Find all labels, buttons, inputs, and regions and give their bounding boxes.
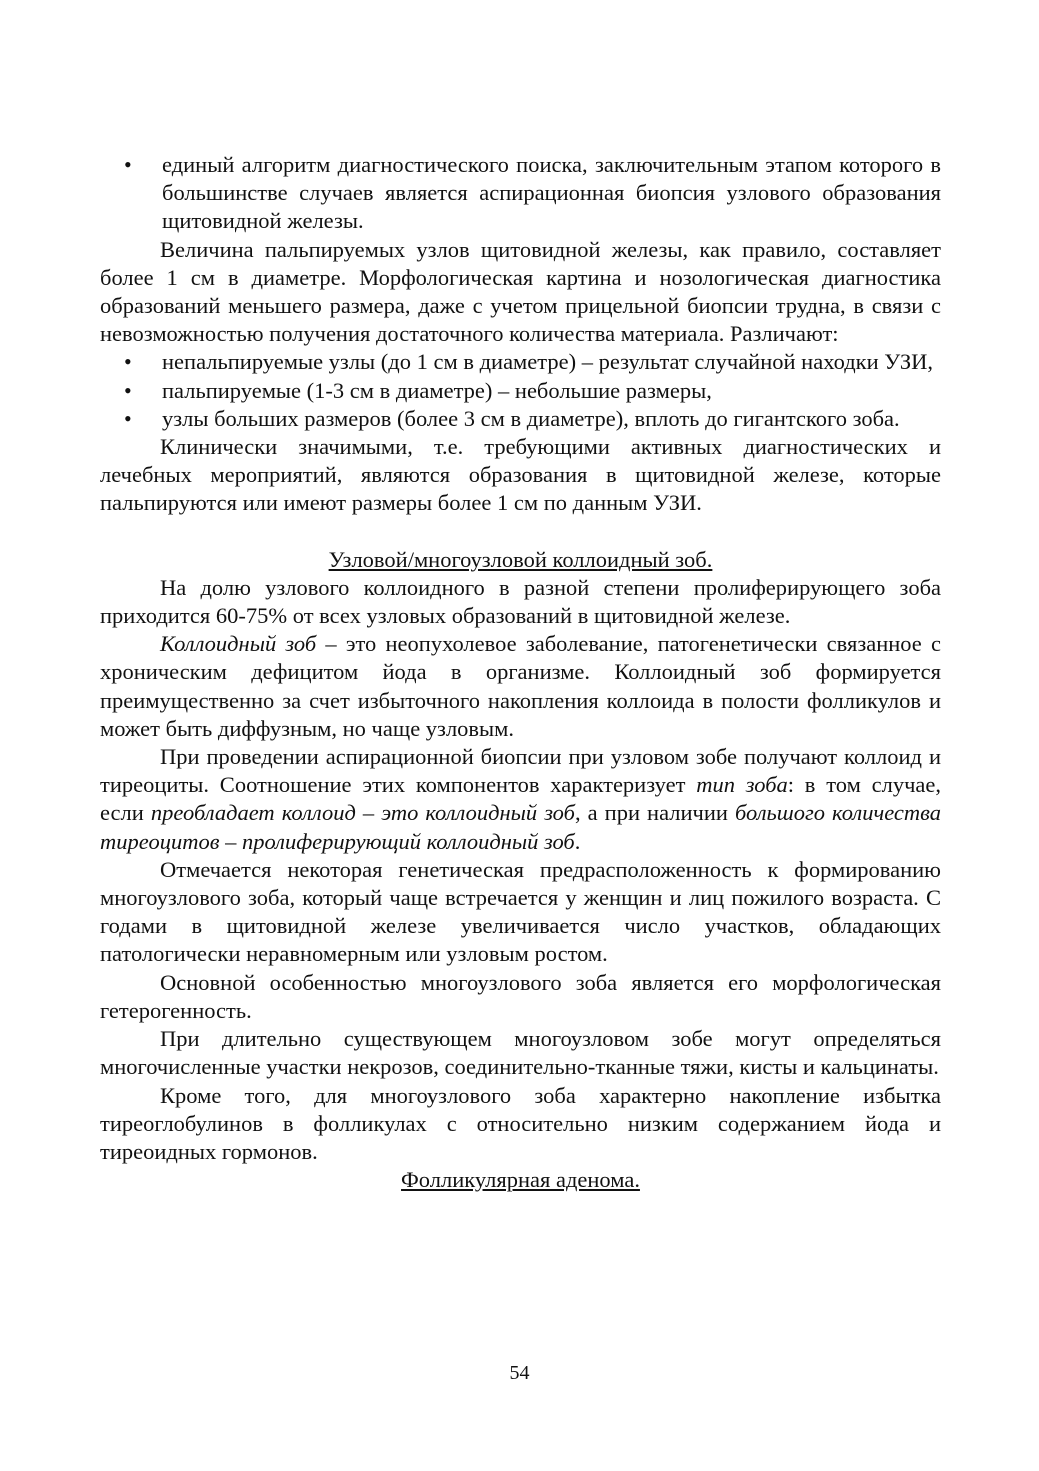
italic-text: преобладает коллоид – это коллоидный зоб (150, 800, 575, 826)
spacer (100, 518, 941, 546)
paragraph-text: При проведении аспирационной биопсии при узловом зобе получают коллоид и тиреоциты. Соотношение этих компонентов характеризует (100, 744, 941, 798)
list-item (100, 405, 941, 433)
section-heading: Фолликулярная аденома. (401, 1167, 640, 1193)
bullet-icon: • (124, 377, 132, 403)
list-item-text: непальпируемые узлы (до 1 см в диаметре) – результат случайной находки УЗИ, (162, 349, 934, 375)
paragraph: Величина пальпируемых узлов щитовидной железы, как правило, составляет более 1 см в диаметре. Морфологическая картина и нозологическая диагностика образований меньшего размера, даже с учетом прицельной биопсии трудна, в связи с невозможностью получения достаточного количества материала. Различают: (100, 236, 941, 347)
paragraph: Клинически значимыми, т.е. требующими активных диагностических и лечебных мероприятий, являются образования в щитовидной железе, которые пальпируются или имеют размеры более 1 см по данным УЗИ. (100, 434, 941, 516)
paragraph-text: – это неопухолевое заболевание, патогенетически связанное с хроническим дефицитом йода в организме. Коллоидный зоб формируется преимущественно за счет избыточного накопления коллоида в полости фолликулов и может быть диффузным, но чаще узловым. (100, 631, 941, 741)
paragraph: Кроме того, для многоузлового зоба характерно накопление избытка тиреоглобулинов в фолликулах с относительно низким содержанием йода и тиреоидных гормонов. (100, 1082, 941, 1164)
italic-text: большого количества тиреоцитов – пролиферирующий коллоидный зоб (100, 800, 941, 854)
paragraph: При длительно существующем многоузловом зобе могут определяться многочисленные участки некрозов, соединительно-тканные тяжи, кисты и кальцинаты. (100, 1026, 941, 1080)
paragraph-text: : в том случае, если (100, 772, 941, 826)
paragraph: На долю узлового коллоидного в разной степени пролиферирующего зоба приходится 60-75% от всех узловых образований в щитовидной железе. (100, 574, 941, 629)
paragraph-text: , а при наличии (574, 800, 735, 826)
list-item (100, 377, 941, 405)
bullet-list-1 (100, 151, 941, 236)
italic-text: тип зоба (696, 772, 788, 798)
list-item-text: единый алгоритм диагностического поиска, заключительным этапом которого в большинстве случаев является аспирационная биопсия узлового образования щитовидной железы. (162, 152, 941, 234)
paragraph: Отмечается некоторая генетическая предрасположенность к формированию многоузлового зоба, который чаще встречается у женщин и лиц пожилого возраста. С годами в щитовидной железе увеличивается число участков, обладающих патологически неравномерным или узловым ростом. (100, 856, 941, 967)
list-item-text: узлы больших размеров (более 3 см в диаметре), вплоть до гигантского зоба. (162, 405, 900, 431)
list-item (100, 151, 941, 236)
page-number: 54 (509, 1362, 530, 1384)
bullet-list-2 (100, 348, 941, 433)
paragraph (100, 743, 941, 856)
list-item-text: пальпируемые (1-3 см в диаметре) – небольшие размеры, (162, 377, 712, 403)
document-body (100, 151, 941, 1194)
term-italic: Коллоидный зоб (160, 631, 317, 657)
bullet-icon: • (124, 152, 132, 177)
paragraph (100, 630, 941, 743)
bullet-icon: • (124, 349, 132, 375)
paragraph: Основной особенностью многоузлового зоба является его морфологическая гетерогенность. (100, 969, 941, 1023)
bullet-icon: • (124, 405, 132, 431)
list-item (100, 348, 941, 376)
paragraph-text: . (574, 828, 581, 854)
section-heading: Узловой/многоузловой коллоидный зоб. (328, 546, 713, 572)
